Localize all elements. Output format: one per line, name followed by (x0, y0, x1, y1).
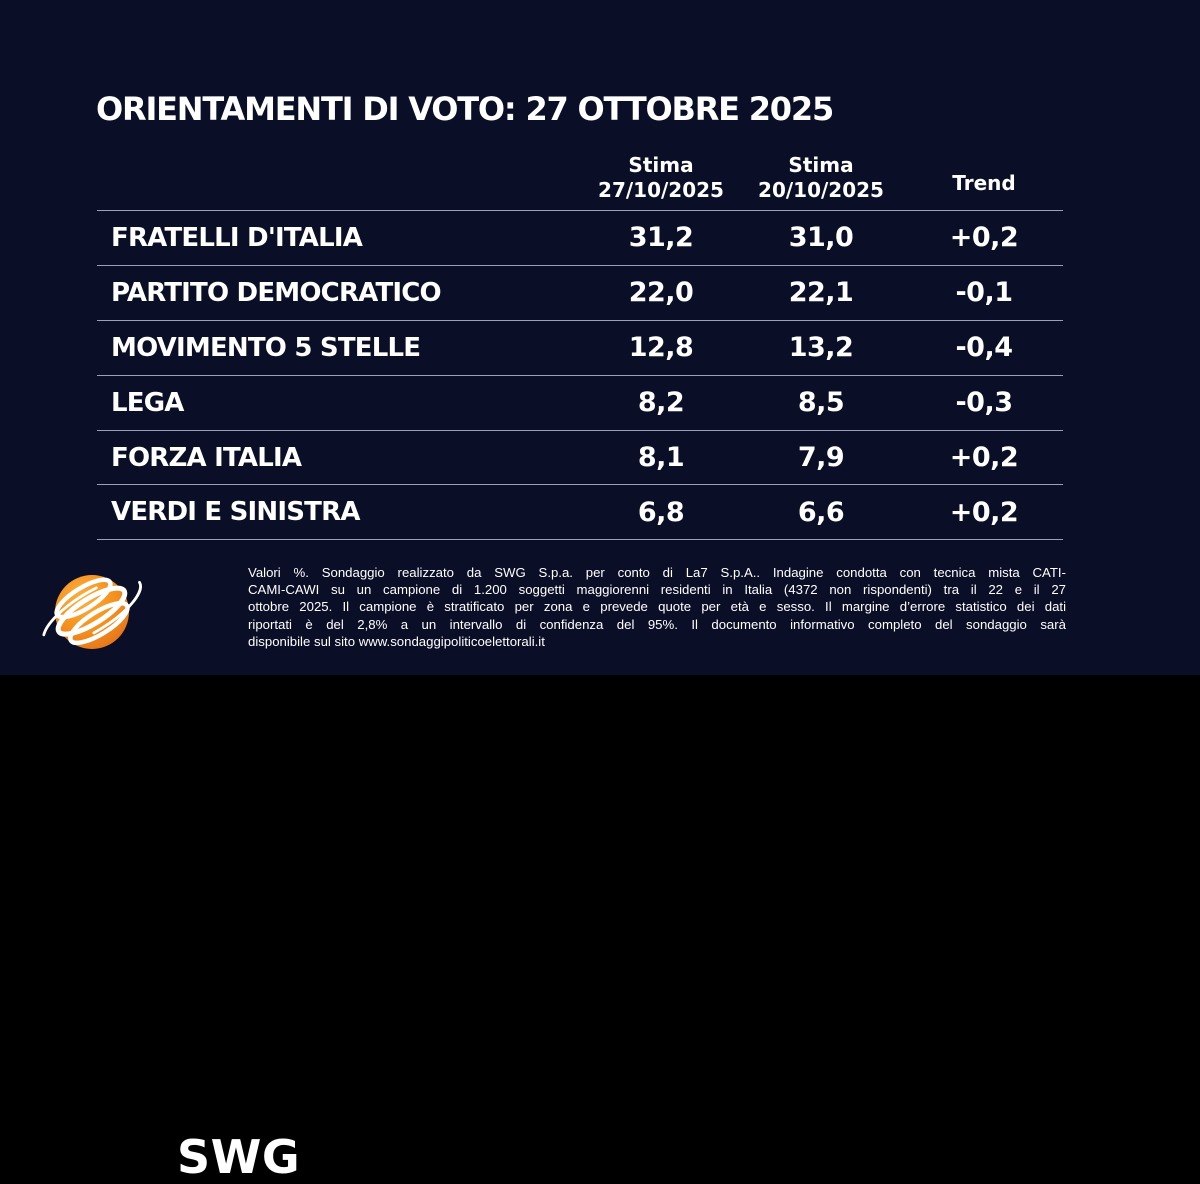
party-name: VERDI E SINISTRA (111, 497, 360, 528)
trend-value: +0,2 (949, 496, 1019, 528)
swg-globe-icon (30, 550, 180, 674)
disclaimer-line: ottobre 2025. Il campione è stratificato per zona e prevede quote per età e sesso. Il margine d’errore statistico dei dati (248, 599, 1066, 615)
header-stima-prev-label: Stima (788, 153, 854, 177)
stima-current-value: 22,0 (628, 277, 694, 309)
stima-current-value: 12,8 (628, 332, 694, 364)
trend-value: +0,2 (949, 222, 1019, 254)
header-stima-current (585, 153, 737, 203)
stima-prev-value: 31,0 (788, 222, 854, 254)
swg-logo-text: SWG (177, 1130, 301, 1184)
header-stima-current-date: 27/10/2025 (598, 178, 724, 202)
stima-current-value: 8,1 (637, 442, 685, 473)
party-name: MOVIMENTO 5 STELLE (111, 332, 421, 363)
page-title: ORIENTAMENTI DI VOTO: 27 OTTOBRE 2025 (96, 90, 834, 128)
disclaimer-line: riportati è del 2,8% a un intervallo di confidenza del 95%. Il documento informativo completo del sondaggio sarà (248, 616, 1066, 632)
disclaimer-line: CAMI-CAWI su un campione di 1.200 soggetti maggiorenni residenti in Italia (4372 non rispondenti) tra il 22 e il 27 (248, 582, 1066, 598)
stima-prev-value: 13,2 (788, 332, 854, 364)
disclaimer-text (248, 564, 1066, 650)
party-name: FRATELLI D'ITALIA (111, 222, 363, 253)
stima-prev-value: 7,9 (797, 442, 845, 473)
stima-current-value: 31,2 (628, 222, 694, 254)
table-row (97, 210, 1063, 265)
table-header-row (97, 146, 1063, 210)
header-trend: Trend (952, 170, 1016, 195)
table-row (97, 484, 1063, 540)
header-stima-prev (737, 153, 905, 203)
trend-value: -0,3 (955, 387, 1013, 419)
table-row (97, 265, 1063, 320)
stima-current-value: 6,8 (637, 496, 685, 528)
table-row (97, 430, 1063, 485)
stima-prev-value: 8,5 (797, 387, 845, 419)
trend-value: +0,2 (949, 442, 1019, 473)
header-stima-prev-date: 20/10/2025 (758, 178, 884, 202)
table-row (97, 375, 1063, 430)
trend-value: -0,4 (955, 332, 1013, 364)
header-stima-current-label: Stima (628, 153, 694, 177)
stima-current-value: 8,2 (637, 387, 685, 419)
stima-prev-value: 22,1 (788, 277, 854, 309)
party-name: FORZA ITALIA (111, 442, 302, 473)
disclaimer-line-website: disponibile sul sito www.sondaggipoliticoelettorali.it (248, 633, 545, 649)
party-name: PARTITO DEMOCRATICO (111, 277, 441, 308)
disclaimer-line: Valori %. Sondaggio realizzato da SWG S.p.a. per conto di La7 S.p.A.. Indagine condotta con tecnica mista CATI- (248, 565, 1066, 580)
poll-table (97, 146, 1063, 540)
trend-value: -0,1 (955, 277, 1013, 309)
table-row (97, 320, 1063, 375)
party-name: LEGA (111, 387, 184, 418)
swg-logo (30, 550, 301, 1184)
stima-prev-value: 6,6 (797, 496, 845, 528)
